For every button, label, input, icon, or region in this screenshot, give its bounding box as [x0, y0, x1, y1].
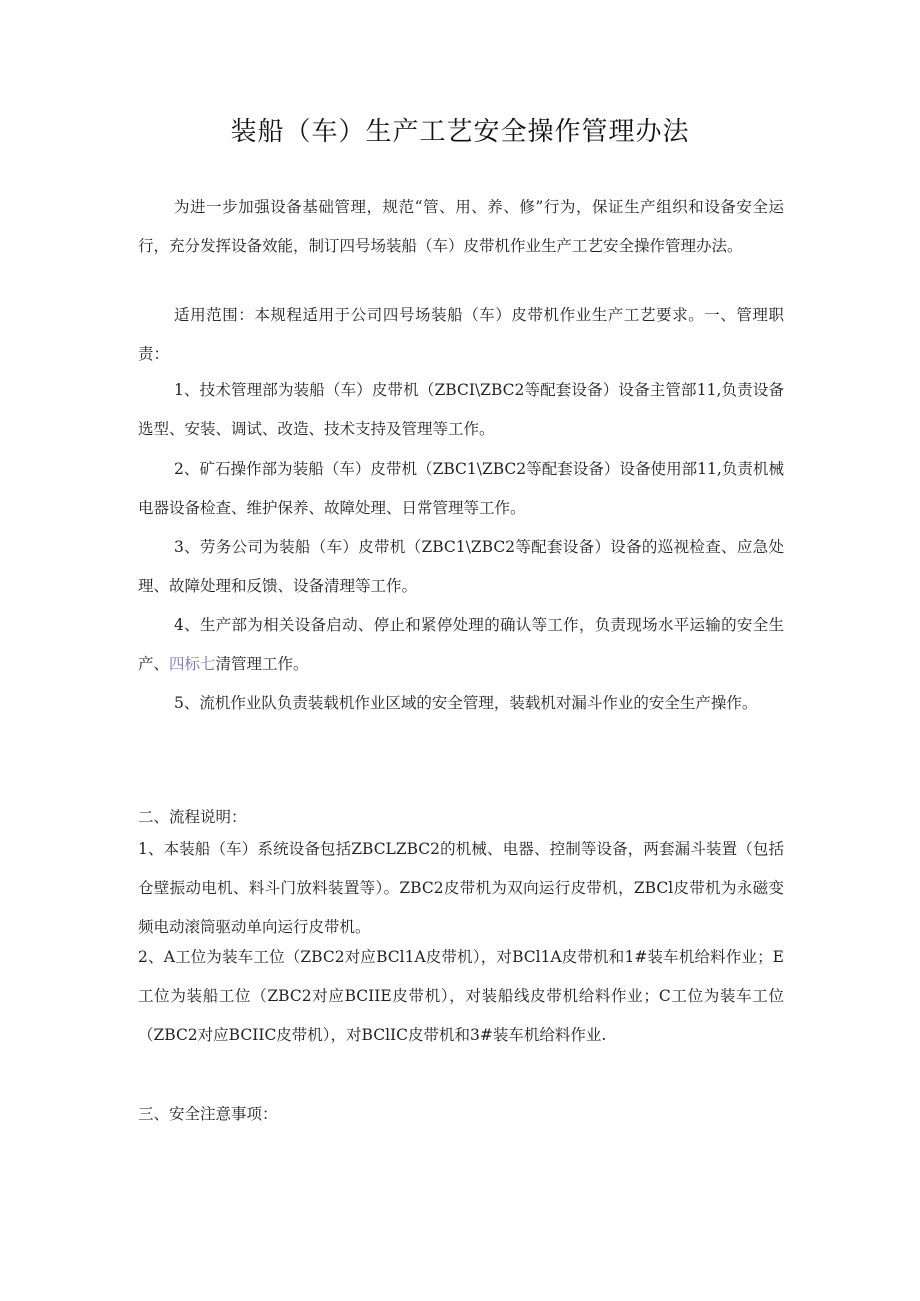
section-3-heading: 三、安全注意事项： — [138, 1105, 278, 1123]
duty-item-2: 2、矿石操作部为装船（车）皮带机（ZBC1\ZBC2等配套设备）设备使用部11,负责机械电器设备检查、维护保养、故障处理、日常管理等工作。 — [138, 460, 784, 517]
duty-item-4-text-end: 清管理工作。 — [215, 655, 309, 673]
process-item-2: 2、A工位为装车工位（ZBC2对应BCl1A皮带机），对BCl1A皮带机和1#装车机给料作业；E工位为装船工位（ZBC2对应BCIIE皮带机），对装船线皮带机给料作业；C工位为装车工位（ZBC2对应BCIIC皮带机），对BClIC皮带机和3#装车机给料作业. — [138, 948, 784, 1044]
duty-item-5: 5、流机作业队负责装载机作业区域的安全管理，装载机对漏斗作业的安全生产操作。 — [174, 694, 758, 712]
document-title: 装船（车）生产工艺安全操作管理办法 — [230, 117, 690, 147]
scope-paragraph: 适用范围：本规程适用于公司四号场装船（车）皮带机作业生产工艺要求。一、管理职责： — [138, 306, 784, 363]
process-item-1: 1、本装船（车）系统设备包括ZBCLZBC2的机械、电器、控制等设备，两套漏斗装置（包括仓壁振动电机、料斗门放料装置等）。ZBC2皮带机为双向运行皮带机，ZBCl皮带机为永磁变频电动滚筒驱动单向运行皮带机。 — [138, 840, 784, 936]
four-marks-seven-link[interactable]: 四标七 — [169, 655, 216, 673]
intro-paragraph: 为进一步加强设备基础管理，规范“管、用、养、修”行为，保证生产组织和设备安全运行，充分发挥设备效能，制订四号场装船（车）皮带机作业生产工艺安全操作管理办法。 — [138, 198, 784, 255]
duty-item-1: 1、技术管理部为装船（车）皮带机（ZBCI\ZBC2等配套设备）设备主管部11,负责设备选型、安装、调试、改造、技术支持及管理等工作。 — [138, 381, 784, 438]
duty-item-4-text-start: 4、生产部为相关设备启动、停止和紧停处理的确认等工作，负责现场水平运输的安全生产、 — [138, 616, 784, 673]
duty-item-4 — [138, 606, 784, 684]
section-2-heading: 二、流程说明： — [138, 808, 247, 826]
duty-item-3: 3、劳务公司为装船（车）皮带机（ZBC1\ZBC2等配套设备）设备的巡视检查、应急处理、故障处理和反馈、设备清理等工作。 — [138, 538, 784, 595]
